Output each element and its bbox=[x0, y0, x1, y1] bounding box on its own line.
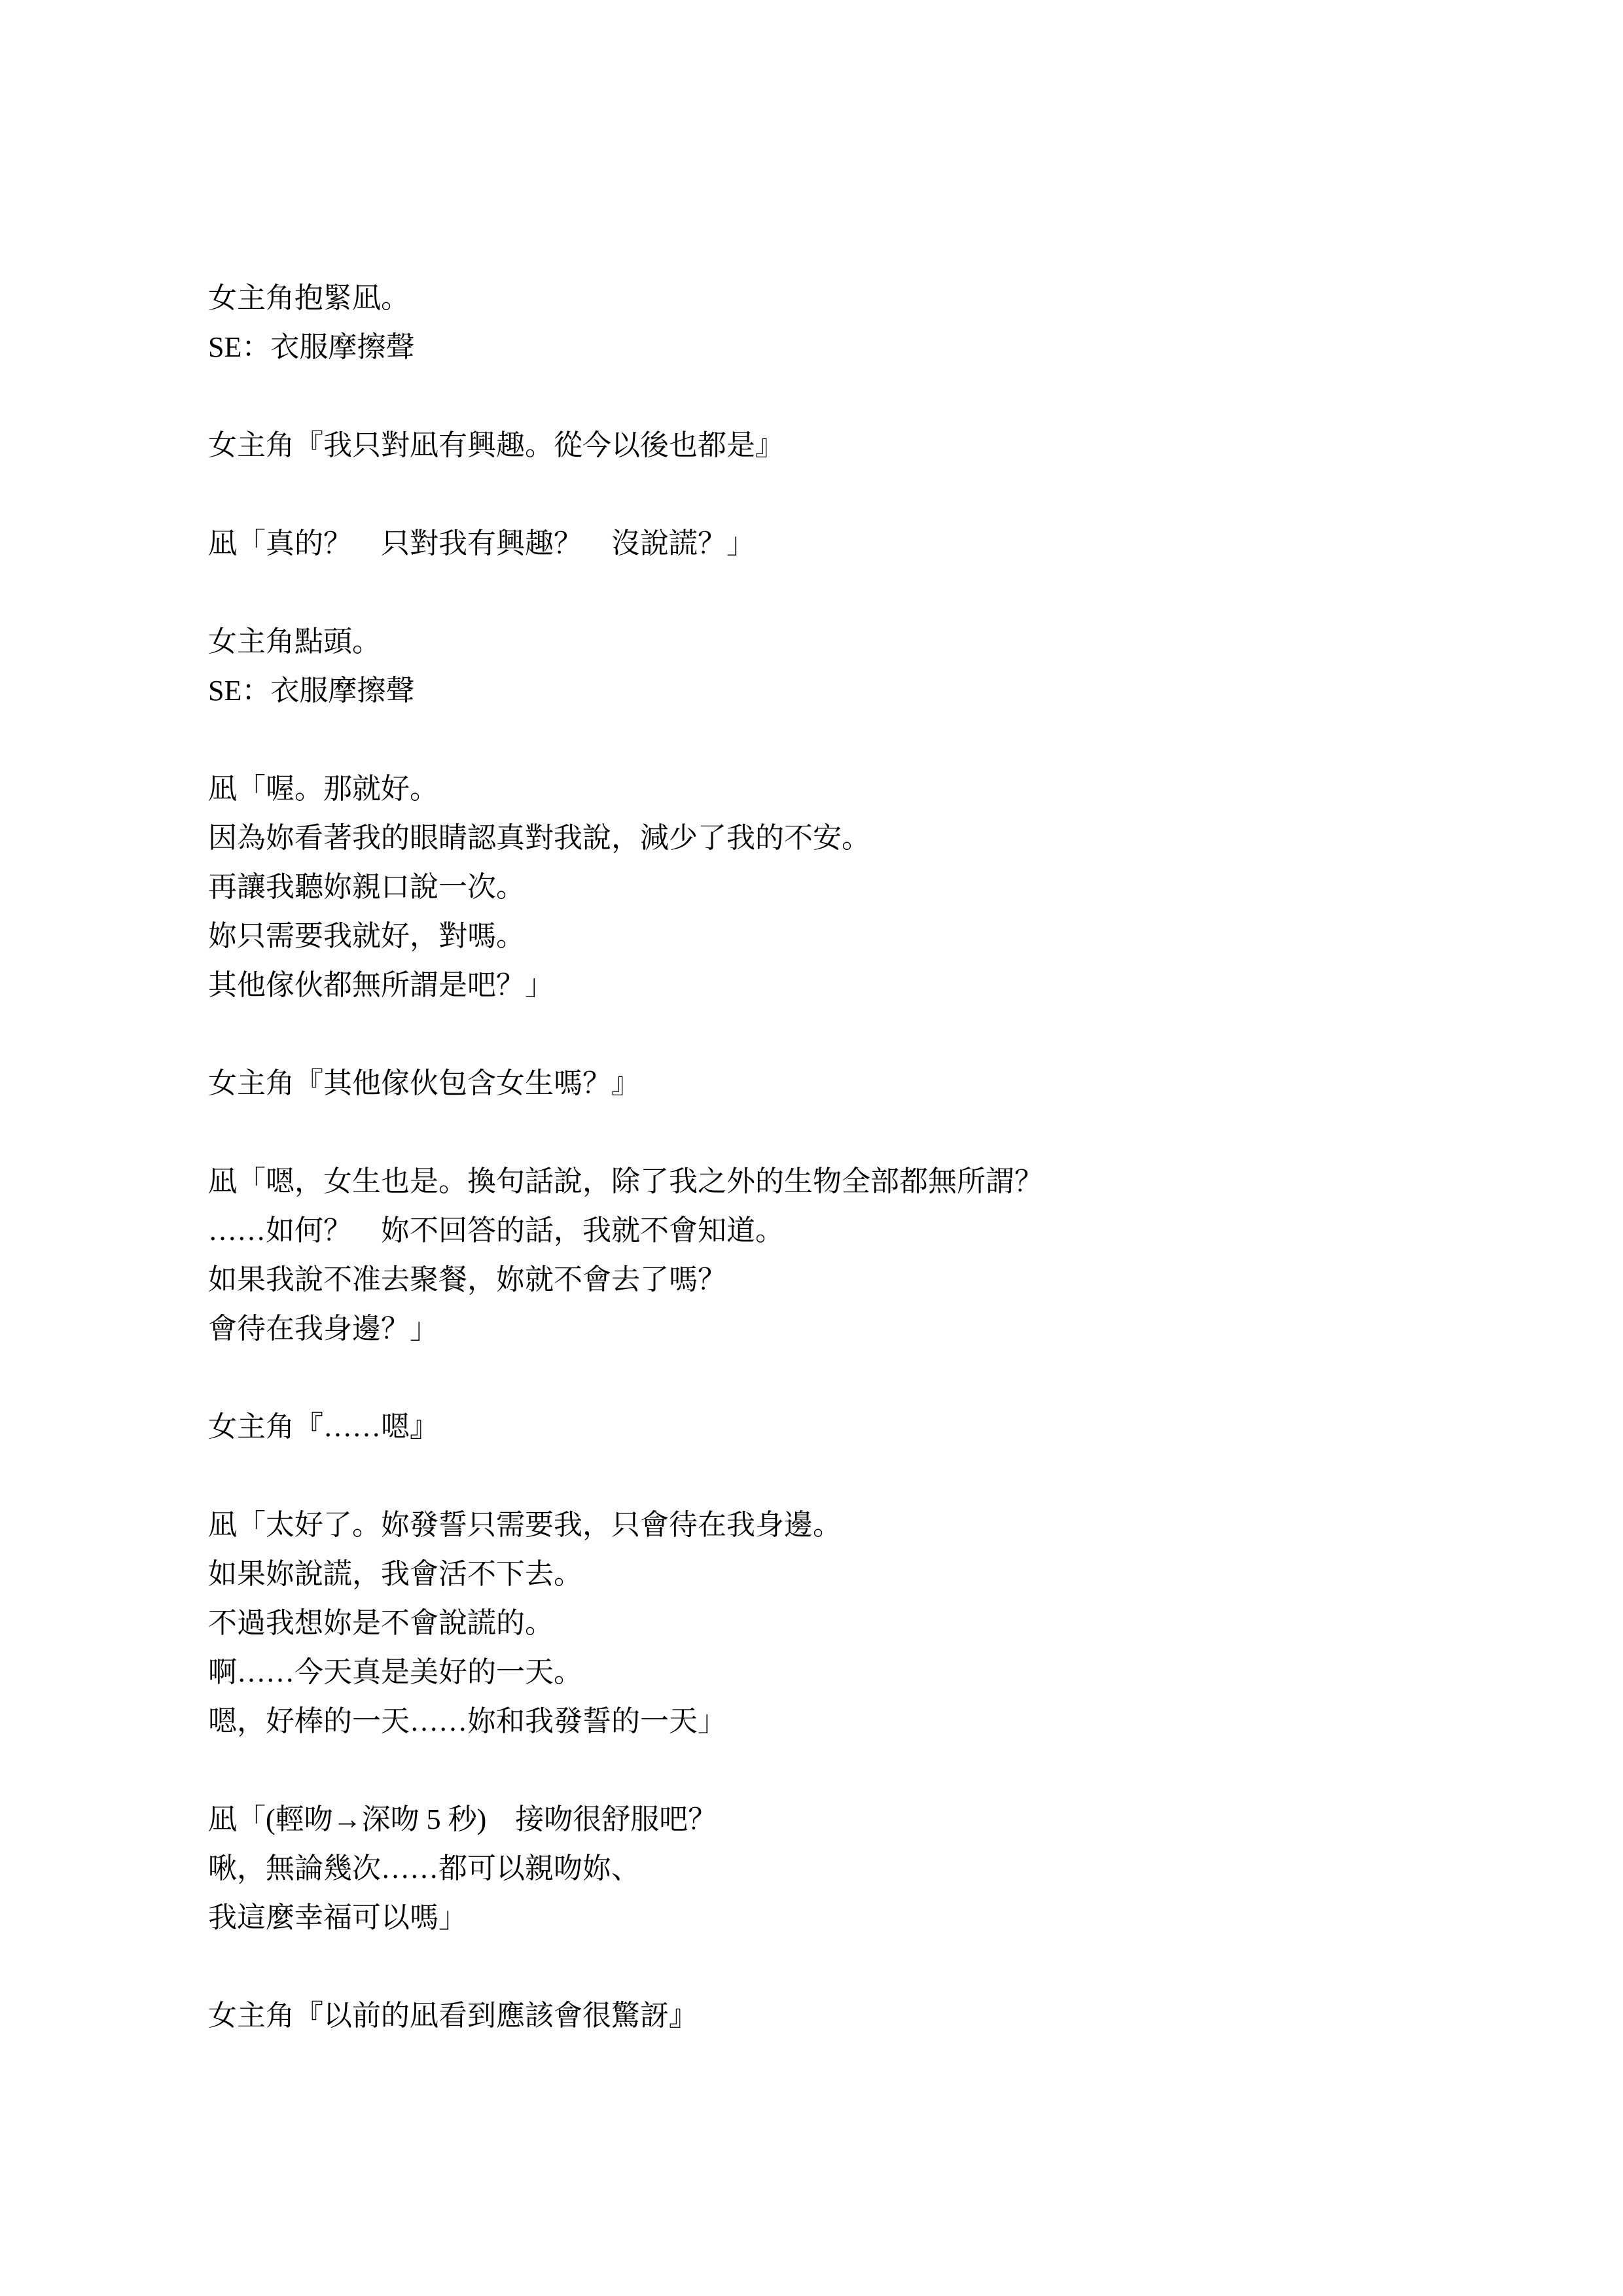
script-line: 不過我想妳是不會說謊的。 bbox=[208, 1607, 554, 1639]
paragraph bbox=[208, 421, 1427, 470]
paragraph bbox=[208, 1402, 1427, 1451]
script-line: 嗯，好棒的一天……妳和我發誓的一天」 bbox=[208, 1705, 726, 1737]
paragraph bbox=[208, 1059, 1427, 1108]
script-line: 女主角抱緊凪。 bbox=[208, 282, 410, 314]
paragraph bbox=[208, 519, 1427, 568]
script-line: 凪「嗯，女生也是。換句話說，除了我之外的生物全部都無所謂？ bbox=[208, 1165, 1043, 1197]
script-line: 女主角『其他傢伙包含女生嗎？』 bbox=[208, 1067, 640, 1099]
script-line: 女主角『……嗯』 bbox=[208, 1411, 438, 1443]
script-line: 啾，無論幾次……都可以親吻妳、 bbox=[208, 1852, 640, 1884]
script-line: 我這麼幸福可以嗎」 bbox=[208, 1901, 467, 1934]
script-line: 妳只需要我就好，對嗎。 bbox=[208, 920, 525, 952]
script-line: 其他傢伙都無所謂是吧？」 bbox=[208, 969, 554, 1001]
paragraph bbox=[208, 1500, 1427, 1746]
script-line: 凪「喔。那就好。 bbox=[208, 773, 438, 805]
paragraph bbox=[208, 764, 1427, 1010]
paragraph bbox=[208, 1795, 1427, 1942]
script-line: 凪「太好了。妳發誓只需要我，只會待在我身邊。 bbox=[208, 1509, 842, 1541]
script-line: 凪「真的？ 只對我有興趣？ 沒說謊？」 bbox=[208, 527, 755, 559]
script-line: 再讓我聽妳親口說一次。 bbox=[208, 871, 525, 903]
script-line: SE：衣服摩擦聲 bbox=[208, 675, 415, 707]
paragraph bbox=[208, 1991, 1427, 2040]
paragraph bbox=[208, 617, 1427, 715]
paragraph bbox=[208, 274, 1427, 372]
document-body bbox=[208, 274, 1427, 2089]
script-line: 如果我說不准去聚餐，妳就不會去了嗎？ bbox=[208, 1263, 726, 1296]
script-line: ……如何？ 妳不回答的話，我就不會知道。 bbox=[208, 1214, 784, 1246]
script-line: 會待在我身邊？」 bbox=[208, 1313, 438, 1345]
script-line: 凪「(輕吻→深吻 5 秒) 接吻很舒服吧？ bbox=[208, 1803, 717, 1835]
paragraph bbox=[208, 1157, 1427, 1353]
script-line: 啊……今天真是美好的一天。 bbox=[208, 1656, 582, 1688]
script-line: 女主角『我只對凪有興趣。從今以後也都是』 bbox=[208, 429, 784, 461]
script-line: 女主角點頭。 bbox=[208, 626, 381, 658]
script-line: SE：衣服摩擦聲 bbox=[208, 331, 415, 363]
script-line: 女主角『以前的凪看到應該會很驚訝』 bbox=[208, 2000, 698, 2032]
script-line: 如果妳說謊，我會活不下去。 bbox=[208, 1558, 582, 1590]
script-line: 因為妳看著我的眼睛認真對我說，減少了我的不安。 bbox=[208, 822, 870, 854]
